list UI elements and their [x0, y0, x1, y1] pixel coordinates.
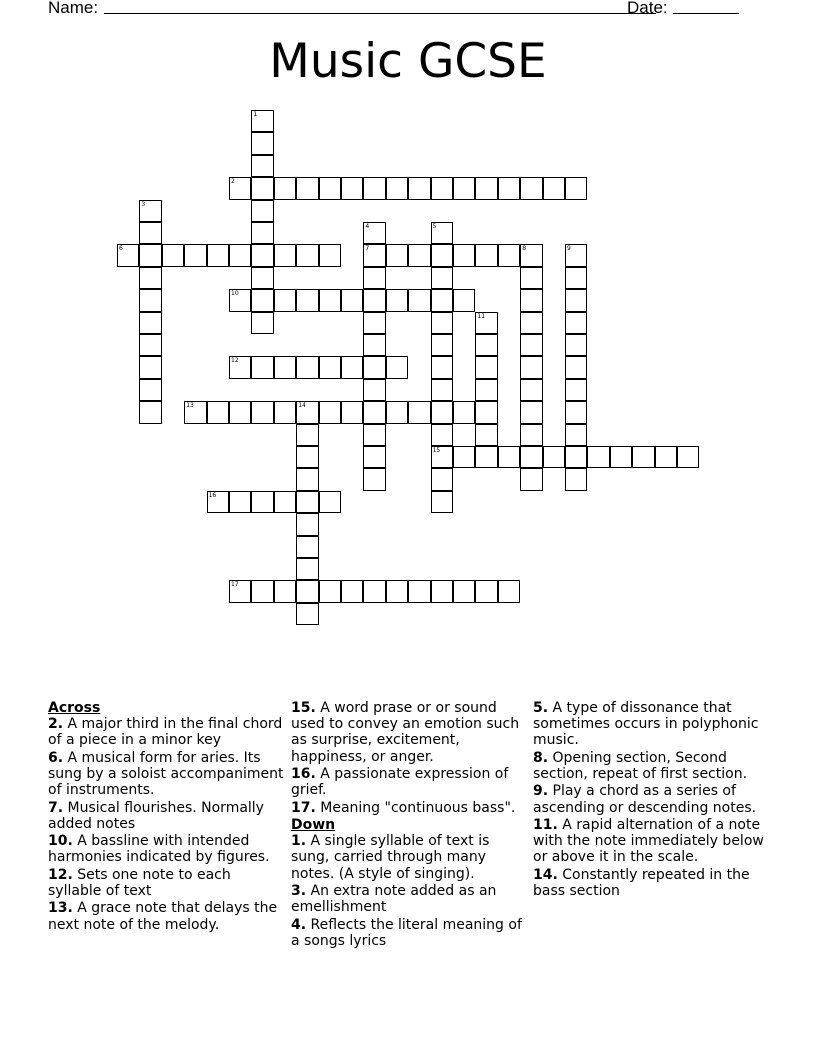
crossword-cell[interactable]: [251, 289, 273, 311]
crossword-cell[interactable]: [139, 312, 161, 334]
page-title: Music GCSE: [269, 34, 547, 89]
crossword-cell[interactable]: [296, 446, 318, 468]
crossword-cell[interactable]: [363, 177, 385, 199]
crossword-cell[interactable]: [251, 155, 273, 177]
clue-number: 1: [253, 111, 258, 118]
crossword-cell[interactable]: [475, 334, 497, 356]
crossword-cell[interactable]: [319, 244, 341, 266]
crossword-cell[interactable]: [162, 244, 184, 266]
clue-down-3: 3. An extra note added as an emellishment: [291, 882, 497, 916]
crossword-cell[interactable]: [363, 356, 385, 378]
crossword-cell[interactable]: [274, 177, 296, 199]
crossword-cell[interactable]: [296, 603, 318, 625]
clue-down-14: 14. Constantly repeated in the bass section: [533, 866, 750, 899]
crossword-cell[interactable]: [296, 424, 318, 446]
crossword-cell[interactable]: [251, 132, 273, 154]
crossword-cell[interactable]: [431, 424, 453, 446]
crossword-cell[interactable]: [319, 491, 341, 513]
crossword-cell[interactable]: [229, 401, 251, 423]
crossword-cell[interactable]: [453, 289, 475, 311]
crossword-cell[interactable]: [363, 379, 385, 401]
crossword-cell[interactable]: [251, 200, 273, 222]
clue-number: 4: [365, 223, 370, 230]
crossword-cell[interactable]: [498, 244, 520, 266]
clue-across-10: 10. A bassline with intended harmonies indicated by figures.: [48, 833, 270, 866]
crossword-cell[interactable]: [453, 580, 475, 602]
crossword-cell[interactable]: [363, 289, 385, 311]
crossword-cell[interactable]: [520, 401, 542, 423]
clue-across-2: 2. A major third in the final chord of a piece in a minor key: [48, 716, 283, 749]
crossword-cell[interactable]: [341, 401, 363, 423]
crossword-cell[interactable]: [251, 356, 273, 378]
clue-across-7: 7. Musical flourishes. Normally added notes: [48, 799, 264, 832]
crossword-cell[interactable]: [229, 580, 251, 602]
crossword-cell[interactable]: [431, 379, 453, 401]
crossword-cell[interactable]: [677, 446, 699, 468]
crossword-cell[interactable]: [520, 177, 542, 199]
crossword-cell[interactable]: [319, 580, 341, 602]
clue-number: 3: [141, 200, 146, 208]
crossword-cell[interactable]: [520, 468, 542, 490]
crossword-cell[interactable]: [274, 401, 296, 423]
crossword-cell[interactable]: [565, 334, 587, 356]
clue-number: 2: [231, 178, 235, 186]
clue-number: 6: [119, 245, 123, 253]
crossword-cell[interactable]: [520, 424, 542, 446]
crossword-cell[interactable]: [207, 401, 229, 423]
clue-column-2: [291, 700, 529, 950]
clue-across-16: 16. A passionate expression of grief.: [291, 766, 509, 799]
crossword-cell[interactable]: [475, 446, 497, 468]
crossword-cell[interactable]: [475, 177, 497, 199]
crossword-cell[interactable]: [632, 446, 654, 468]
crossword-cell[interactable]: [341, 356, 363, 378]
crossword-cell[interactable]: [363, 468, 385, 490]
crossword-cell[interactable]: [363, 446, 385, 468]
crossword-cell[interactable]: [408, 289, 430, 311]
crossword-cell[interactable]: [431, 580, 453, 602]
crossword-cell[interactable]: [363, 334, 385, 356]
crossword-cell[interactable]: [386, 289, 408, 311]
crossword-cell[interactable]: [475, 379, 497, 401]
crossword-cell[interactable]: [565, 468, 587, 490]
clue-down-8: 8. Opening section, Second section, repeat of first section.: [533, 749, 748, 782]
crossword-cell[interactable]: [386, 580, 408, 602]
clue-number: 11: [477, 312, 486, 320]
clue-down-5: 5. A type of dissonance that sometimes occurs in polyphonic music.: [533, 700, 759, 749]
crossword-cell[interactable]: [386, 177, 408, 199]
crossword-cell[interactable]: [251, 267, 273, 289]
crossword-cell[interactable]: [498, 580, 520, 602]
crossword-cell[interactable]: [319, 401, 341, 423]
crossword-cell[interactable]: [431, 289, 453, 311]
crossword-cell[interactable]: [229, 289, 251, 311]
crossword-cell[interactable]: [296, 513, 318, 535]
crossword-cell[interactable]: [296, 177, 318, 199]
crossword-cell[interactable]: [139, 334, 161, 356]
crossword-cell[interactable]: [431, 244, 453, 266]
crossword-cell[interactable]: [475, 244, 497, 266]
crossword-cell[interactable]: [408, 177, 430, 199]
crossword-cell[interactable]: [363, 267, 385, 289]
crossword-cell[interactable]: [296, 580, 318, 602]
clue-number: 12: [231, 357, 239, 365]
clue-number: 17: [231, 581, 239, 589]
crossword-cell[interactable]: [520, 289, 542, 311]
crossword-cell[interactable]: [498, 446, 520, 468]
crossword-cell[interactable]: [453, 177, 475, 199]
crossword-cell[interactable]: [431, 468, 453, 490]
crossword-cell[interactable]: [587, 446, 609, 468]
crossword-cell[interactable]: [319, 177, 341, 199]
crossword-cell[interactable]: [520, 334, 542, 356]
crossword-cell[interactable]: [274, 244, 296, 266]
crossword-cell[interactable]: [251, 491, 273, 513]
crossword-cell[interactable]: [565, 401, 587, 423]
crossword-cell[interactable]: [475, 580, 497, 602]
crossword-cell[interactable]: [543, 446, 565, 468]
crossword-cell[interactable]: [319, 289, 341, 311]
clue-number: 13: [186, 402, 194, 410]
clue-across-15: 15. A word prase or or sound used to convey an emotion such as surprise, excitement, happiness, or anger.: [291, 700, 520, 765]
crossword-cell[interactable]: [207, 244, 229, 266]
crossword-cell[interactable]: [565, 312, 587, 334]
crossword-cell[interactable]: [296, 244, 318, 266]
crossword-cell[interactable]: [229, 177, 251, 199]
clue-down-9: 9. Play a chord as a series of ascending or descending notes.: [533, 783, 757, 816]
crossword-cell[interactable]: [565, 446, 587, 468]
clue-across-6: 6. A musical form for aries. Its sung by a soloist accompaniment of instruments.: [48, 749, 284, 799]
crossword-cell[interactable]: [408, 580, 430, 602]
clue-number: 16: [208, 491, 217, 499]
crossword-cell[interactable]: [363, 312, 385, 334]
crossword-cell[interactable]: [520, 267, 542, 289]
crossword-cell[interactable]: [363, 580, 385, 602]
crossword-cell[interactable]: [139, 200, 161, 222]
crossword-cell[interactable]: [565, 356, 587, 378]
crossword-cell[interactable]: [139, 289, 161, 311]
clue-column-3: [533, 700, 773, 900]
crossword-cell[interactable]: [498, 177, 520, 199]
crossword-cell[interactable]: [229, 356, 251, 378]
crossword-cell[interactable]: [251, 312, 273, 334]
crossword-cell[interactable]: [341, 289, 363, 311]
crossword-cell[interactable]: [363, 401, 385, 423]
crossword-cell[interactable]: [431, 356, 453, 378]
crossword-cell[interactable]: [274, 491, 296, 513]
crossword-cell[interactable]: [565, 244, 587, 266]
crossword-cell[interactable]: [139, 379, 161, 401]
crossword-cell[interactable]: [475, 424, 497, 446]
crossword-cell[interactable]: [386, 244, 408, 266]
crossword-cell[interactable]: [139, 267, 161, 289]
crossword-cell[interactable]: [229, 491, 251, 513]
crossword-cell[interactable]: [251, 222, 273, 244]
clue-across-12: 12. Sets one note to each syllable of text: [48, 866, 231, 899]
crossword-cell[interactable]: [139, 222, 161, 244]
crossword-cell[interactable]: [408, 401, 430, 423]
crossword-cell[interactable]: [251, 401, 273, 423]
crossword-cell[interactable]: [386, 401, 408, 423]
crossword-cell[interactable]: [565, 267, 587, 289]
crossword-cell[interactable]: [296, 536, 318, 558]
clue-column-1: [48, 700, 286, 934]
crossword-cell[interactable]: [296, 401, 318, 423]
crossword-cell[interactable]: [431, 334, 453, 356]
crossword-cell[interactable]: [341, 177, 363, 199]
clue-number: 10: [231, 290, 239, 298]
crossword-cell[interactable]: [319, 356, 341, 378]
crossword-cell[interactable]: [453, 244, 475, 266]
crossword-cell[interactable]: [207, 491, 229, 513]
crossword-cell[interactable]: [274, 580, 296, 602]
crossword-cell[interactable]: [363, 244, 385, 266]
crossword-cell[interactable]: [520, 244, 542, 266]
crossword-cell[interactable]: [139, 401, 161, 423]
name-label: Name:: [48, 0, 99, 17]
crossword-cell[interactable]: [655, 446, 677, 468]
crossword-cell[interactable]: [341, 580, 363, 602]
crossword-cell[interactable]: [453, 401, 475, 423]
crossword-cell[interactable]: [453, 446, 475, 468]
crossword-cell[interactable]: [296, 356, 318, 378]
crossword-cell[interactable]: [184, 401, 206, 423]
clue-across-17: 17. Meaning "continuous bass".: [291, 799, 516, 816]
clue-number: 15: [432, 447, 441, 454]
crossword-cell[interactable]: [431, 177, 453, 199]
crossword-cell[interactable]: [296, 558, 318, 580]
crossword-cell[interactable]: [475, 356, 497, 378]
crossword-cell[interactable]: [565, 424, 587, 446]
crossword-cell[interactable]: [543, 177, 565, 199]
clue-across-13: 13. A grace note that delays the next note of the melody.: [48, 900, 278, 933]
crossword-cell[interactable]: [274, 289, 296, 311]
crossword-cell[interactable]: [274, 356, 296, 378]
clue-number: 7: [365, 245, 370, 253]
crossword-cell[interactable]: [431, 222, 453, 244]
crossword-cell[interactable]: [296, 289, 318, 311]
crossword-cell[interactable]: [565, 379, 587, 401]
crossword-cell[interactable]: [431, 491, 453, 513]
crossword-cell[interactable]: [520, 446, 542, 468]
clue-down-11: 11. A rapid alternation of a note with the note immediately below or above it in the scale.: [533, 816, 764, 866]
crossword-cell[interactable]: [363, 424, 385, 446]
crossword-cell[interactable]: [184, 244, 206, 266]
crossword-cell[interactable]: [431, 312, 453, 334]
crossword-cell[interactable]: [251, 110, 273, 132]
clue-number: 8: [522, 245, 527, 253]
crossword-cell[interactable]: [565, 289, 587, 311]
clue-down-1: 1. A single syllable of text is sung, carried through many notes. (A style of singing).: [291, 833, 490, 882]
crossword-cell[interactable]: [296, 491, 318, 513]
crossword-cell[interactable]: [565, 177, 587, 199]
crossword-cell[interactable]: [139, 244, 161, 266]
across-heading: Across: [48, 700, 101, 716]
crossword-cell[interactable]: [251, 580, 273, 602]
crossword-cell[interactable]: [408, 244, 430, 266]
crossword-cell[interactable]: [229, 244, 251, 266]
crossword-cell[interactable]: [520, 356, 542, 378]
crossword-cell[interactable]: [475, 312, 497, 334]
clue-number: 9: [567, 245, 571, 253]
crossword-cell[interactable]: [117, 244, 139, 266]
clue-number: 5: [432, 223, 437, 230]
crossword-cell[interactable]: [139, 356, 161, 378]
crossword-cell[interactable]: [431, 446, 453, 468]
crossword-cell[interactable]: [251, 177, 273, 199]
crossword-cell[interactable]: [386, 356, 408, 378]
crossword-cell[interactable]: [363, 222, 385, 244]
crossword-cell[interactable]: [431, 267, 453, 289]
crossword-cell[interactable]: [610, 446, 632, 468]
crossword-cell[interactable]: [520, 312, 542, 334]
crossword-cell[interactable]: [520, 379, 542, 401]
clue-number: 14: [298, 402, 306, 410]
clue-down-4: 4. Reflects the literal meaning of a songs lyrics: [291, 916, 522, 949]
crossword-cell[interactable]: [296, 468, 318, 490]
down-heading: Down: [291, 816, 336, 833]
crossword-cell[interactable]: [431, 401, 453, 423]
crossword-cell[interactable]: [251, 244, 273, 266]
date-label: Date:: [627, 0, 668, 17]
crossword-cell[interactable]: [475, 401, 497, 423]
